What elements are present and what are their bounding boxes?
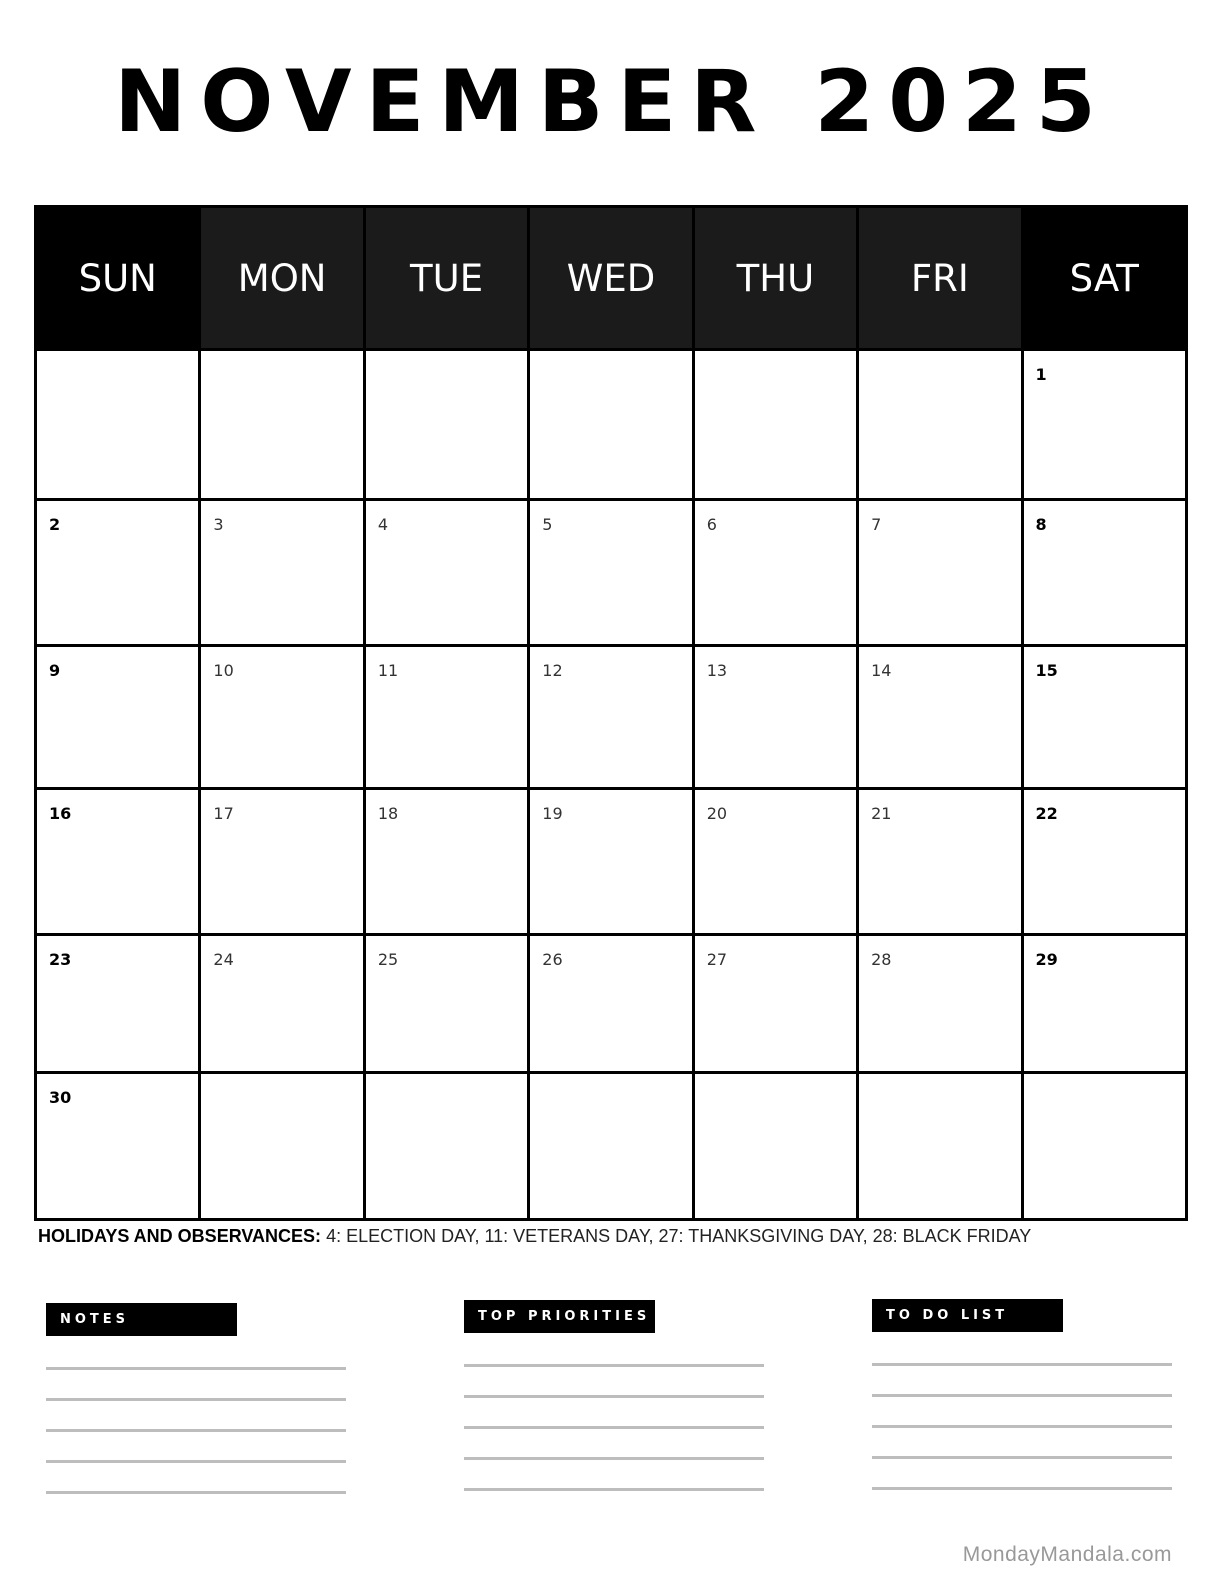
calendar-grid: [34, 205, 1188, 1221]
day-cell: [364, 646, 528, 788]
day-cell: [858, 788, 1022, 934]
day-number: 10: [213, 661, 234, 681]
day-number: 12: [542, 661, 563, 681]
day-number: 7: [871, 515, 882, 535]
writing-line: [46, 1460, 346, 1463]
day-cell: [858, 934, 1022, 1072]
writing-line: [46, 1398, 346, 1401]
day-number: 8: [1035, 515, 1047, 535]
day-cell: [693, 1072, 857, 1219]
day-number: 6: [706, 515, 717, 535]
day-cell: [364, 934, 528, 1072]
day-cell: [36, 934, 200, 1072]
day-number: 27: [706, 949, 728, 969]
page-title: NOVEMBER 2025: [114, 52, 1110, 152]
day-number: 30: [49, 1087, 72, 1107]
writing-line: [464, 1457, 764, 1460]
to-do-list-section: [872, 1299, 1174, 1332]
holidays-text: 4: ELECTION DAY, 11: VETERANS DAY, 27: THANKSGIVING DAY, 28: BLACK FRIDAY: [326, 1226, 1032, 1246]
writing-line: [464, 1488, 764, 1491]
day-number: 4: [377, 515, 389, 535]
day-number: 24: [213, 949, 234, 969]
day-cell: [1022, 500, 1186, 646]
day-cell: [36, 500, 200, 646]
to-do-list-label: TO DO LIST: [872, 1299, 1063, 1332]
day-cell: [200, 350, 364, 500]
writing-line: [872, 1394, 1172, 1397]
day-number: 26: [542, 949, 563, 969]
weekday-header: THU: [693, 207, 857, 350]
day-cell: [36, 350, 200, 500]
week-row: [36, 500, 1187, 646]
day-number: 29: [1035, 949, 1058, 969]
day-cell: [36, 788, 200, 934]
day-cell: [693, 788, 857, 934]
day-cell: [1022, 1072, 1186, 1219]
writing-line: [872, 1425, 1172, 1428]
day-cell: [858, 646, 1022, 788]
writing-line: [46, 1367, 346, 1370]
day-cell: [364, 350, 528, 500]
day-number: 17: [213, 803, 234, 823]
day-cell: [529, 500, 693, 646]
top-priorities-section: [464, 1300, 766, 1333]
day-cell: [529, 788, 693, 934]
day-cell: [36, 1072, 200, 1219]
day-number: 9: [49, 661, 61, 681]
day-number: 5: [542, 515, 553, 535]
weekday-header-row: [36, 207, 1187, 350]
week-row: [36, 350, 1187, 500]
day-number: 20: [706, 803, 728, 823]
day-cell: [364, 1072, 528, 1219]
writing-line: [872, 1487, 1172, 1490]
weekday-header: MON: [200, 207, 364, 350]
day-cell: [693, 934, 857, 1072]
notes-section: [46, 1303, 348, 1336]
week-row: [36, 934, 1187, 1072]
writing-line: [872, 1456, 1172, 1459]
day-number: 21: [871, 803, 892, 823]
weekday-header: FRI: [858, 207, 1022, 350]
writing-line: [46, 1429, 346, 1432]
notes-label: NOTES: [46, 1303, 237, 1336]
day-cell: [858, 500, 1022, 646]
day-cell: [693, 500, 857, 646]
day-cell: [36, 646, 200, 788]
day-number: 28: [871, 949, 892, 969]
weekday-header: SUN: [36, 207, 200, 350]
week-row: [36, 646, 1187, 788]
day-cell: [529, 934, 693, 1072]
day-cell: [858, 350, 1022, 500]
day-cell: [200, 500, 364, 646]
day-cell: [529, 646, 693, 788]
day-cell: [858, 1072, 1022, 1219]
day-number: 16: [49, 803, 72, 823]
writing-line: [464, 1426, 764, 1429]
day-number: 11: [377, 661, 399, 681]
day-cell: [1022, 350, 1186, 500]
day-number: 3: [213, 515, 224, 535]
holidays-and-observances: [38, 1226, 1031, 1247]
day-cell: [200, 1072, 364, 1219]
weekday-header: WED: [529, 207, 693, 350]
day-cell: [529, 350, 693, 500]
week-row: [36, 788, 1187, 934]
top-priorities-label: TOP PRIORITIES: [464, 1300, 655, 1333]
day-number: 1: [1035, 365, 1047, 384]
day-cell: [1022, 646, 1186, 788]
day-cell: [200, 934, 364, 1072]
day-cell: [1022, 934, 1186, 1072]
day-cell: [200, 646, 364, 788]
day-number: 13: [706, 661, 728, 681]
day-cell: [1022, 788, 1186, 934]
writing-line: [464, 1364, 764, 1367]
day-cell: [364, 500, 528, 646]
day-number: 23: [49, 949, 72, 969]
holidays-label: HOLIDAYS AND OBSERVANCES:: [38, 1226, 322, 1246]
weekday-header: TUE: [364, 207, 528, 350]
day-cell: [529, 1072, 693, 1219]
day-number: 19: [542, 803, 563, 823]
day-cell: [364, 788, 528, 934]
writing-line: [46, 1491, 346, 1494]
day-number: 14: [871, 661, 892, 681]
day-number: 22: [1035, 803, 1058, 823]
weekday-header: SAT: [1022, 207, 1186, 350]
writing-line: [872, 1363, 1172, 1366]
day-cell: [693, 646, 857, 788]
day-number: 25: [377, 949, 399, 969]
writing-line: [464, 1395, 764, 1398]
day-number: 2: [49, 515, 61, 535]
day-number: 18: [377, 803, 399, 823]
day-cell: [693, 350, 857, 500]
week-row: [36, 1072, 1187, 1219]
day-number: 15: [1035, 661, 1058, 681]
site-watermark: MondayMandala.com: [962, 1543, 1172, 1566]
day-cell: [200, 788, 364, 934]
